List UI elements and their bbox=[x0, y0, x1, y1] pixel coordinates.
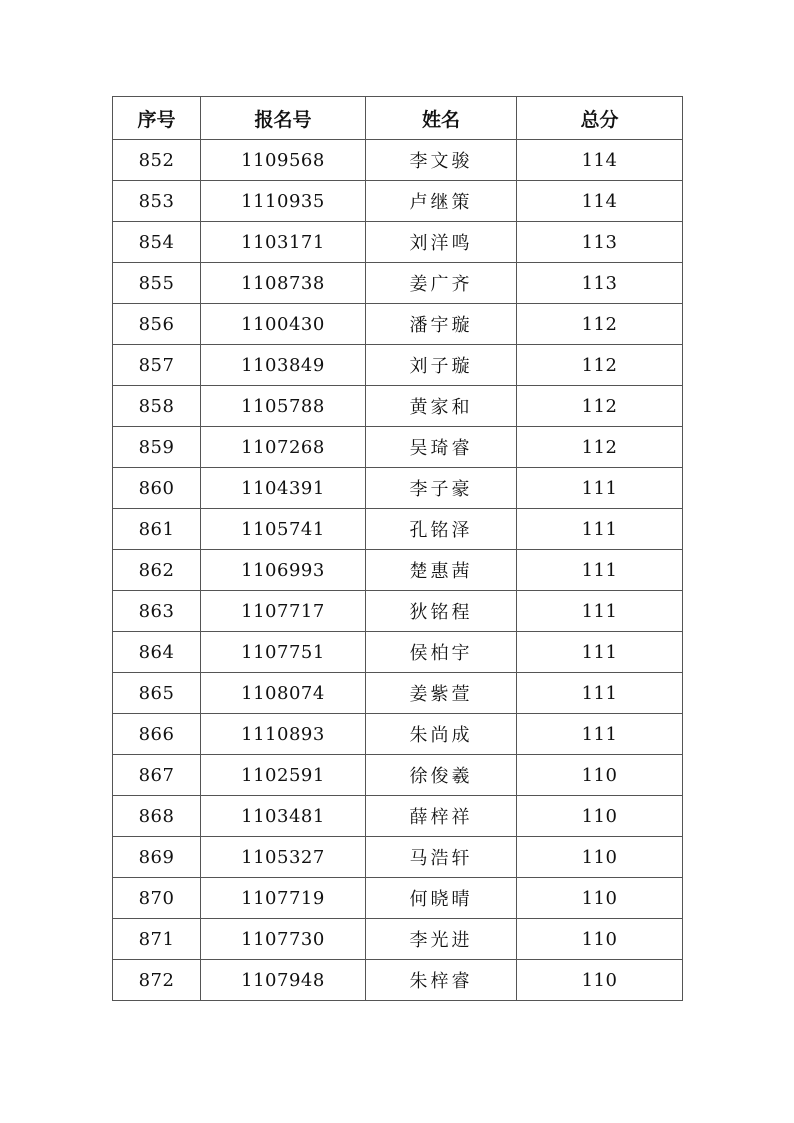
cell-registration-number: 1105741 bbox=[201, 509, 366, 550]
cell-name: 李文骏 bbox=[366, 140, 517, 181]
header-serial-number: 序号 bbox=[113, 97, 201, 140]
table-row bbox=[113, 427, 683, 468]
cell-serial-number: 862 bbox=[113, 550, 201, 591]
cell-name: 楚惠茜 bbox=[366, 550, 517, 591]
table-body bbox=[113, 140, 683, 1001]
table-row bbox=[113, 714, 683, 755]
cell-serial-number: 865 bbox=[113, 673, 201, 714]
table-row bbox=[113, 386, 683, 427]
cell-name: 李光进 bbox=[366, 919, 517, 960]
cell-registration-number: 1105788 bbox=[201, 386, 366, 427]
cell-serial-number: 870 bbox=[113, 878, 201, 919]
cell-total-score: 111 bbox=[517, 673, 683, 714]
header-registration-number: 报名号 bbox=[201, 97, 366, 140]
cell-registration-number: 1105327 bbox=[201, 837, 366, 878]
cell-total-score: 114 bbox=[517, 181, 683, 222]
cell-total-score: 110 bbox=[517, 837, 683, 878]
cell-serial-number: 866 bbox=[113, 714, 201, 755]
score-table bbox=[112, 96, 683, 1001]
cell-total-score: 110 bbox=[517, 796, 683, 837]
cell-total-score: 112 bbox=[517, 386, 683, 427]
cell-name: 刘子璇 bbox=[366, 345, 517, 386]
table-row bbox=[113, 468, 683, 509]
cell-total-score: 110 bbox=[517, 755, 683, 796]
cell-total-score: 111 bbox=[517, 714, 683, 755]
cell-total-score: 112 bbox=[517, 304, 683, 345]
cell-registration-number: 1103849 bbox=[201, 345, 366, 386]
table-row bbox=[113, 878, 683, 919]
cell-total-score: 110 bbox=[517, 919, 683, 960]
cell-serial-number: 864 bbox=[113, 632, 201, 673]
table-row bbox=[113, 222, 683, 263]
cell-registration-number: 1104391 bbox=[201, 468, 366, 509]
cell-total-score: 111 bbox=[517, 509, 683, 550]
table-row bbox=[113, 263, 683, 304]
cell-name: 马浩轩 bbox=[366, 837, 517, 878]
cell-name: 狄铭程 bbox=[366, 591, 517, 632]
cell-serial-number: 860 bbox=[113, 468, 201, 509]
table-row bbox=[113, 755, 683, 796]
table-row bbox=[113, 632, 683, 673]
cell-serial-number: 852 bbox=[113, 140, 201, 181]
cell-registration-number: 1106993 bbox=[201, 550, 366, 591]
cell-registration-number: 1103171 bbox=[201, 222, 366, 263]
cell-serial-number: 854 bbox=[113, 222, 201, 263]
cell-serial-number: 861 bbox=[113, 509, 201, 550]
table-row bbox=[113, 796, 683, 837]
cell-name: 李子豪 bbox=[366, 468, 517, 509]
cell-name: 潘宇璇 bbox=[366, 304, 517, 345]
cell-name: 侯柏宇 bbox=[366, 632, 517, 673]
table-row bbox=[113, 304, 683, 345]
cell-name: 孔铭泽 bbox=[366, 509, 517, 550]
table-row bbox=[113, 591, 683, 632]
cell-registration-number: 1107268 bbox=[201, 427, 366, 468]
cell-registration-number: 1107719 bbox=[201, 878, 366, 919]
cell-name: 徐俊羲 bbox=[366, 755, 517, 796]
cell-serial-number: 856 bbox=[113, 304, 201, 345]
table-row bbox=[113, 960, 683, 1001]
cell-total-score: 110 bbox=[517, 960, 683, 1001]
header-name: 姓名 bbox=[366, 97, 517, 140]
table-row bbox=[113, 673, 683, 714]
cell-registration-number: 1110893 bbox=[201, 714, 366, 755]
cell-registration-number: 1109568 bbox=[201, 140, 366, 181]
header-total-score: 总分 bbox=[517, 97, 683, 140]
cell-total-score: 111 bbox=[517, 591, 683, 632]
cell-registration-number: 1103481 bbox=[201, 796, 366, 837]
cell-serial-number: 858 bbox=[113, 386, 201, 427]
cell-total-score: 114 bbox=[517, 140, 683, 181]
cell-total-score: 110 bbox=[517, 878, 683, 919]
cell-registration-number: 1108738 bbox=[201, 263, 366, 304]
table-row bbox=[113, 181, 683, 222]
cell-name: 朱尚成 bbox=[366, 714, 517, 755]
cell-registration-number: 1110935 bbox=[201, 181, 366, 222]
cell-registration-number: 1108074 bbox=[201, 673, 366, 714]
cell-serial-number: 853 bbox=[113, 181, 201, 222]
cell-name: 薛梓祥 bbox=[366, 796, 517, 837]
cell-total-score: 111 bbox=[517, 468, 683, 509]
cell-serial-number: 869 bbox=[113, 837, 201, 878]
table-row bbox=[113, 345, 683, 386]
cell-total-score: 111 bbox=[517, 632, 683, 673]
table-row bbox=[113, 550, 683, 591]
cell-registration-number: 1100430 bbox=[201, 304, 366, 345]
cell-name: 刘洋鸣 bbox=[366, 222, 517, 263]
cell-name: 姜紫萱 bbox=[366, 673, 517, 714]
cell-total-score: 113 bbox=[517, 222, 683, 263]
cell-serial-number: 863 bbox=[113, 591, 201, 632]
cell-name: 朱梓睿 bbox=[366, 960, 517, 1001]
table-row bbox=[113, 140, 683, 181]
cell-registration-number: 1107717 bbox=[201, 591, 366, 632]
cell-total-score: 113 bbox=[517, 263, 683, 304]
table-row bbox=[113, 837, 683, 878]
table-row bbox=[113, 919, 683, 960]
cell-registration-number: 1102591 bbox=[201, 755, 366, 796]
cell-total-score: 112 bbox=[517, 427, 683, 468]
cell-serial-number: 859 bbox=[113, 427, 201, 468]
cell-serial-number: 857 bbox=[113, 345, 201, 386]
cell-name: 何晓晴 bbox=[366, 878, 517, 919]
table-header-row bbox=[113, 97, 683, 140]
cell-total-score: 112 bbox=[517, 345, 683, 386]
table-row bbox=[113, 509, 683, 550]
cell-serial-number: 868 bbox=[113, 796, 201, 837]
cell-serial-number: 867 bbox=[113, 755, 201, 796]
cell-registration-number: 1107751 bbox=[201, 632, 366, 673]
score-table-container bbox=[112, 96, 682, 1001]
cell-name: 吴琦睿 bbox=[366, 427, 517, 468]
cell-serial-number: 872 bbox=[113, 960, 201, 1001]
cell-name: 卢继策 bbox=[366, 181, 517, 222]
cell-serial-number: 871 bbox=[113, 919, 201, 960]
cell-total-score: 111 bbox=[517, 550, 683, 591]
cell-name: 黄家和 bbox=[366, 386, 517, 427]
cell-registration-number: 1107730 bbox=[201, 919, 366, 960]
cell-serial-number: 855 bbox=[113, 263, 201, 304]
cell-name: 姜广齐 bbox=[366, 263, 517, 304]
cell-registration-number: 1107948 bbox=[201, 960, 366, 1001]
